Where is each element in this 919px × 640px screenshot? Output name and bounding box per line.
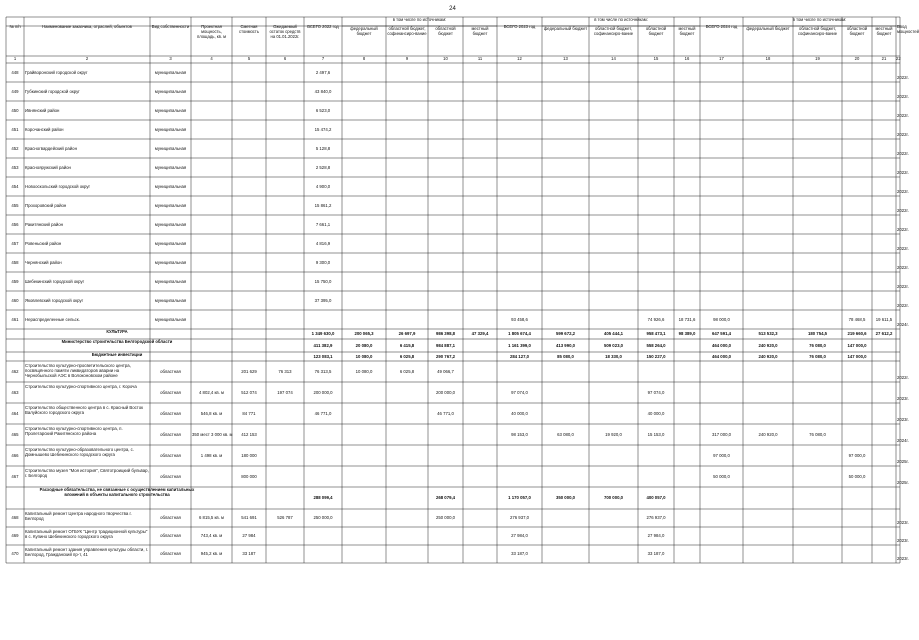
row-name: Яковлевский городской округ xyxy=(25,297,84,303)
table-cell: 464 000,0 xyxy=(711,353,732,359)
table-cell: 97 000,0 xyxy=(713,452,730,458)
table-cell: 43 840,0 xyxy=(314,88,332,94)
column-number: 20 xyxy=(854,56,860,61)
table-cell: 147 000,0 xyxy=(847,342,867,348)
table-cell: 743,4 кв. м xyxy=(200,533,223,538)
table-cell: 350 000,0 xyxy=(555,495,576,500)
row-name: Краснояружский район xyxy=(25,164,71,170)
table-cell: 78 468,5 xyxy=(848,316,866,322)
table-cell: областная xyxy=(160,368,181,374)
row-number: 453 xyxy=(11,164,19,170)
column-number: 15 xyxy=(653,56,659,61)
column-number: 18 xyxy=(765,56,771,61)
table-cell: 2023г. xyxy=(897,417,909,422)
table-cell: 512 074 xyxy=(241,389,257,395)
row-name: Губкинский городской округ xyxy=(25,88,80,94)
table-cell: 47 329,4 xyxy=(471,331,489,336)
column-header: федеральный бюджет xyxy=(746,26,790,31)
column-header: Наименование заказчика, отраслей, объектов xyxy=(42,24,132,29)
table-cell: 97 000,0 xyxy=(848,452,866,458)
row-number: 450 xyxy=(11,107,19,113)
table-cell: муниципальная xyxy=(154,316,187,322)
table-cell: 33 187,0 xyxy=(511,551,528,556)
table-cell: 147 000,0 xyxy=(847,353,867,359)
table-cell: 800 000 xyxy=(241,473,257,479)
table-cell: 197 074 xyxy=(277,389,293,395)
table-cell: 15 474,2 xyxy=(314,126,332,132)
row-name: Корочанский район xyxy=(25,126,64,132)
column-header: федеральный бюджет xyxy=(543,26,588,31)
row-number: 469 xyxy=(11,533,19,538)
row-name: Прохоровский район xyxy=(25,202,67,208)
row-name: Ивнянский район xyxy=(25,107,60,113)
row-name: Ракитянский район xyxy=(25,221,64,227)
table-cell: 76 080,0 xyxy=(809,342,826,348)
row-number: 464 xyxy=(11,410,19,416)
table-cell: областная xyxy=(160,452,181,458)
table-cell: 2023г. xyxy=(897,538,909,543)
table-cell: 50 000,0 xyxy=(848,473,866,479)
table-cell: 15 153,0 xyxy=(647,431,665,437)
table-cell: 6 815,5 кв. м xyxy=(198,515,225,520)
row-name: Капитальный ремонт здания управления культуры области, г. Белгород, Гражданский пр-т, 41 xyxy=(25,547,148,557)
table-cell: муниципальная xyxy=(154,278,187,284)
column-number: 4 xyxy=(210,56,213,61)
table-cell: 2022г. xyxy=(897,75,909,80)
row-number: 467 xyxy=(11,473,19,479)
table-cell: 18 731,6 xyxy=(678,316,696,322)
row-name: Строительство культурно-спортивного центра, п. Пролетарский Ракитянского района xyxy=(25,426,123,436)
table-cell: 10 080,0 xyxy=(355,368,373,374)
table-cell: 2 497,6 xyxy=(315,69,331,75)
sources-header: в том числе по источникам: xyxy=(792,17,847,22)
sources-header: в том числе по источникам: xyxy=(392,17,447,22)
table-cell: 350 мест 3 000 кв. м xyxy=(192,431,233,437)
column-number: 9 xyxy=(405,56,409,61)
column-header: ВСЕГО 2022 год xyxy=(307,24,339,29)
table-cell: 98 000,0 xyxy=(713,316,730,322)
table-cell: 201 629 xyxy=(241,368,257,374)
column-header: областной бюджет, софинансиро-вание xyxy=(797,26,838,36)
table-cell: 33 187 xyxy=(242,551,256,556)
column-number: 21 xyxy=(881,56,887,61)
table-cell: 33 187,0 xyxy=(647,551,665,556)
column-number: 11 xyxy=(477,56,483,61)
row-number: 462 xyxy=(11,368,19,374)
table-cell: 240 920,0 xyxy=(758,431,778,437)
column-number: 14 xyxy=(611,56,616,61)
table-cell: 219 660,6 xyxy=(847,331,867,336)
table-cell: 97 074,0 xyxy=(647,389,665,395)
row-name: Строительство культурно-просветительского центра, посвящённого памяти ликвидаторов аварии на Чернобыльской АЭС в Волоконовском районе xyxy=(25,363,131,378)
table-cell: 276 937,0 xyxy=(509,515,530,520)
row-number: 465 xyxy=(11,431,19,437)
table-cell: 558 264,0 xyxy=(646,342,666,348)
column-header: областной бюджет xyxy=(435,26,456,36)
row-number: 468 xyxy=(11,515,19,520)
table-cell: 412 153 xyxy=(241,431,257,437)
table-cell: 46 771,0 xyxy=(437,410,454,416)
table-cell: 647 591,4 xyxy=(711,331,732,336)
table-cell: 1 170 057,0 xyxy=(508,495,531,500)
section-title: КУЛЬТУРА xyxy=(106,329,128,334)
column-header: Вид собственности xyxy=(151,24,190,29)
row-name: Чернянский район xyxy=(25,259,62,265)
row-number: 456 xyxy=(11,221,19,227)
table-cell: 411 382,9 xyxy=(313,342,333,348)
table-cell: 200 000,0 xyxy=(313,389,333,395)
column-number: 1 xyxy=(13,56,17,61)
page-number: 24 xyxy=(449,6,456,12)
column-number: 13 xyxy=(563,56,568,61)
table-cell: 6 523,0 xyxy=(315,107,331,113)
table-cell: 15 861,2 xyxy=(314,202,332,208)
column-number: 19 xyxy=(815,56,820,61)
table-cell: 74 926,6 xyxy=(647,316,665,322)
table-cell: 5 128,8 xyxy=(315,145,331,151)
table-cell: 2022г. xyxy=(897,189,909,194)
row-number: 451 xyxy=(11,126,19,132)
column-number: 22 xyxy=(896,56,901,61)
table-cell: 2022г. xyxy=(897,170,909,175)
table-cell: 9 300,0 xyxy=(315,259,331,265)
column-header: областной бюджет, софинансиро-вание xyxy=(593,26,634,36)
table-cell: 180 754,5 xyxy=(807,331,828,336)
row-name: Шебекинский городской округ xyxy=(25,278,85,284)
table-cell: 2024г. xyxy=(897,322,909,327)
row-number: 463 xyxy=(11,389,19,395)
row-name: Красногвардейский район xyxy=(25,145,77,151)
row-name: Ровеньский район xyxy=(25,240,62,246)
table-cell: 50 000,0 xyxy=(713,473,730,479)
column-header: ВСЕГО 2024 год xyxy=(705,24,738,29)
table-cell: муниципальная xyxy=(154,107,187,113)
column-header: местный бюджет xyxy=(875,26,893,36)
table-cell: 27 984,0 xyxy=(511,533,528,538)
table-cell: 6 025,8 xyxy=(399,368,415,374)
table-cell: 2025г. xyxy=(897,459,909,464)
table-cell: 10 080,0 xyxy=(355,353,373,359)
table-cell: 2022г. xyxy=(897,94,909,99)
table-cell: муниципальная xyxy=(154,240,187,246)
table-cell: 250 000,0 xyxy=(313,515,333,520)
table-cell: 200 065,3 xyxy=(354,331,374,336)
column-header: местный бюджет xyxy=(678,26,696,36)
table-cell: 284 127,0 xyxy=(509,353,530,359)
row-number: 455 xyxy=(11,202,19,208)
table-cell: муниципальная xyxy=(154,202,187,208)
table-cell: 27 984 xyxy=(242,533,256,538)
table-cell: 6 025,8 xyxy=(399,353,415,359)
table-cell: 2022г. xyxy=(897,246,909,251)
table-cell: 15 750,0 xyxy=(314,278,332,284)
table-cell: 18 330,0 xyxy=(605,353,622,359)
column-number: 17 xyxy=(719,56,724,61)
table-cell: 400 057,0 xyxy=(646,495,666,500)
table-cell: 526 787 xyxy=(277,515,293,520)
table-cell: 240 920,0 xyxy=(758,353,778,359)
table-cell: областная xyxy=(160,515,181,520)
row-name: Строительство культурно-спортивного центра, г. Короча xyxy=(25,384,137,389)
table-cell: 405 444,1 xyxy=(603,331,624,336)
table-cell: муниципальная xyxy=(154,145,187,151)
table-cell: муниципальная xyxy=(154,126,187,132)
row-name: Строительство культурно-образовательного центра, с. Домнышево Шебекинского городского округа xyxy=(25,447,134,457)
table-cell: 513 532,3 xyxy=(758,331,778,336)
table-cell: 2022г. xyxy=(897,303,909,308)
column-number: 6 xyxy=(283,56,287,61)
table-cell: 2023г. xyxy=(897,556,909,561)
table-cell: областная xyxy=(160,473,181,479)
table-cell: 240 920,0 xyxy=(758,342,778,348)
column-header: Проектная мощность, площадь, кв. м xyxy=(196,24,227,39)
table-cell: 85 080,0 xyxy=(557,353,574,359)
row-number: 448 xyxy=(11,69,19,75)
column-header: ВСЕГО 2023 год xyxy=(503,24,536,29)
table-cell: 93 458,6 xyxy=(511,316,528,322)
row-name: Капитальный ремонт ОГБУК "Центр традиционной культуры" в с. Купино Шебекинского городского округа xyxy=(25,529,148,539)
table-cell: 20 080,0 xyxy=(355,342,373,348)
table-cell: 46 771,0 xyxy=(314,410,332,416)
row-number: 454 xyxy=(11,183,19,189)
table-cell: 599 672,2 xyxy=(555,331,576,336)
table-cell: 19 611,5 xyxy=(875,316,893,322)
table-cell: 1 498 кв. м xyxy=(200,452,223,458)
row-number: 460 xyxy=(11,297,19,303)
row-number: 470 xyxy=(11,551,19,556)
table-cell: 19 920,0 xyxy=(605,431,622,437)
column-number: 12 xyxy=(517,56,522,61)
table-cell: 2022г. xyxy=(897,284,909,289)
table-cell: 2022г. xyxy=(897,132,909,137)
table-cell: муниципальная xyxy=(154,221,187,227)
table-cell: 2024г. xyxy=(897,438,909,443)
row-name: Нераспределенные сельск. xyxy=(25,316,80,322)
row-name: Грайворонский городской округ xyxy=(25,69,88,75)
table-cell: 150 227,0 xyxy=(646,353,666,359)
table-cell: 26 697,9 xyxy=(398,331,416,336)
table-cell: 84 771 xyxy=(242,410,256,416)
table-cell: 40 000,0 xyxy=(511,410,528,416)
column-header: федеральный бюджет xyxy=(350,26,378,36)
table-cell: областная xyxy=(160,431,181,437)
table-cell: 546,8 кв. м xyxy=(200,410,223,416)
row-name: Новооскольский городской округ xyxy=(25,183,91,189)
table-cell: 123 083,1 xyxy=(313,353,333,359)
row-number: 449 xyxy=(11,88,19,94)
column-number: 8 xyxy=(362,56,366,61)
table-cell: 63 080,0 xyxy=(557,431,574,437)
table-cell: муниципальная xyxy=(154,69,187,75)
table-cell: 290 767,2 xyxy=(435,353,456,359)
section-title: Министерство строительства Белгородской области xyxy=(61,339,173,344)
table-cell: муниципальная xyxy=(154,88,187,94)
table-cell: областная xyxy=(160,533,181,538)
table-cell: 2022г. xyxy=(897,375,909,380)
row-number: 466 xyxy=(11,452,19,458)
table-cell: 509 023,0 xyxy=(603,342,624,348)
section-title: Бюджетные инвестиции xyxy=(91,352,143,357)
column-header: № п/п xyxy=(9,24,21,29)
table-cell: 2 528,8 xyxy=(315,164,331,170)
column-header: Сметная стоимость xyxy=(238,24,260,34)
table-cell: 40 000,0 xyxy=(647,410,665,416)
table-cell: 2022г. xyxy=(897,227,909,232)
column-header: Ввод мощностей xyxy=(897,24,919,34)
table-cell: 945,2 кв. м xyxy=(200,551,223,556)
table-cell: 27 612,2 xyxy=(875,331,893,336)
row-number: 452 xyxy=(11,145,19,151)
table-cell: муниципальная xyxy=(154,259,187,265)
table-cell: 4 900,0 xyxy=(315,183,331,189)
section-title: Расходные обязательства, не связанные с осуществлением капитальных вложений в объекты капитального строительства xyxy=(39,487,195,497)
table-cell: 4 802,4 кв. м xyxy=(198,389,225,395)
table-cell: 317 000,0 xyxy=(711,431,732,437)
table-cell: 49 066,7 xyxy=(437,368,454,374)
table-cell: 2025г. xyxy=(897,480,909,485)
table-cell: 76 313,5 xyxy=(314,368,332,374)
column-header: областной бюджет, софинансиро-вание xyxy=(387,26,427,36)
table-cell: 2023г. xyxy=(897,396,909,401)
table-cell: 2022г. xyxy=(897,208,909,213)
table-cell: 464 000,0 xyxy=(711,342,732,348)
table-cell: 1 349 630,0 xyxy=(311,331,335,336)
row-number: 458 xyxy=(11,259,19,265)
column-header: местный бюджет xyxy=(471,26,489,36)
row-name: Строительство музея "Моя история", Святотроицкий бульвар, г. Белгород xyxy=(25,468,149,478)
column-number: 2 xyxy=(85,56,89,61)
column-header: областной бюджет xyxy=(846,26,868,36)
table-cell: областная xyxy=(160,389,181,395)
row-name: Строительство общественного центра в с. Красный Восток Валуйского городского округа xyxy=(25,405,143,415)
row-number: 457 xyxy=(11,240,19,246)
column-header: областной бюджет xyxy=(645,26,667,36)
table-cell: 37 395,0 xyxy=(314,297,332,303)
row-number: 461 xyxy=(11,316,19,322)
row-name: Капитальный ремонт Центра народного творчества г. Белгород xyxy=(25,511,132,521)
table-cell: 180 000 xyxy=(241,452,257,458)
table-cell: 276 937,0 xyxy=(646,515,666,520)
column-number: 5 xyxy=(247,56,251,61)
column-number: 3 xyxy=(169,56,172,61)
table-cell: 27 984,0 xyxy=(647,533,665,538)
table-cell: областная xyxy=(160,410,181,416)
table-cell: 413 990,0 xyxy=(555,342,576,348)
table-cell: муниципальная xyxy=(154,297,187,303)
table-cell: 958 473,1 xyxy=(646,331,666,336)
row-number: 459 xyxy=(11,278,19,284)
sources-header: в том числе по источникам: xyxy=(594,17,648,22)
table-cell: 4 816,9 xyxy=(315,240,331,246)
column-number: 10 xyxy=(443,56,448,61)
table-cell: 250 000,0 xyxy=(435,515,456,520)
table-cell: 97 074,0 xyxy=(511,389,528,395)
table-cell: 76 080,0 xyxy=(809,431,826,437)
table-cell: 76 080,0 xyxy=(809,353,826,359)
table-cell: 268 079,4 xyxy=(435,495,456,500)
table-cell: 2023г. xyxy=(897,520,909,525)
table-cell: муниципальная xyxy=(154,183,187,189)
table-cell: 700 000,0 xyxy=(603,495,624,500)
table-cell: 2022г. xyxy=(897,113,909,118)
column-number: 16 xyxy=(684,56,690,61)
table-cell: 984 887,1 xyxy=(435,342,456,348)
table-cell: 1 161 399,0 xyxy=(508,342,531,348)
table-cell: 2022г. xyxy=(897,151,909,156)
table-cell: 6 415,8 xyxy=(399,342,415,348)
table-cell: 7 661,1 xyxy=(315,221,331,227)
table-cell: 986 398,8 xyxy=(435,331,456,336)
table-cell: 288 099,4 xyxy=(313,495,333,500)
table-cell: 76 313 xyxy=(278,368,292,374)
table-cell: 2022г. xyxy=(897,265,909,270)
table-cell: областная xyxy=(160,551,181,556)
column-header: Ожидаемый остаток средств на 01.01.2022г. xyxy=(269,24,301,39)
table-cell: муниципальная xyxy=(154,164,187,170)
table-cell: 1 805 674,4 xyxy=(508,331,531,336)
table-cell: 541 691 xyxy=(241,515,257,520)
table-cell: 98 389,0 xyxy=(678,331,696,336)
table-cell: 200 000,0 xyxy=(435,389,456,395)
table-cell: 98 153,0 xyxy=(511,431,528,437)
column-number: 7 xyxy=(321,56,325,61)
